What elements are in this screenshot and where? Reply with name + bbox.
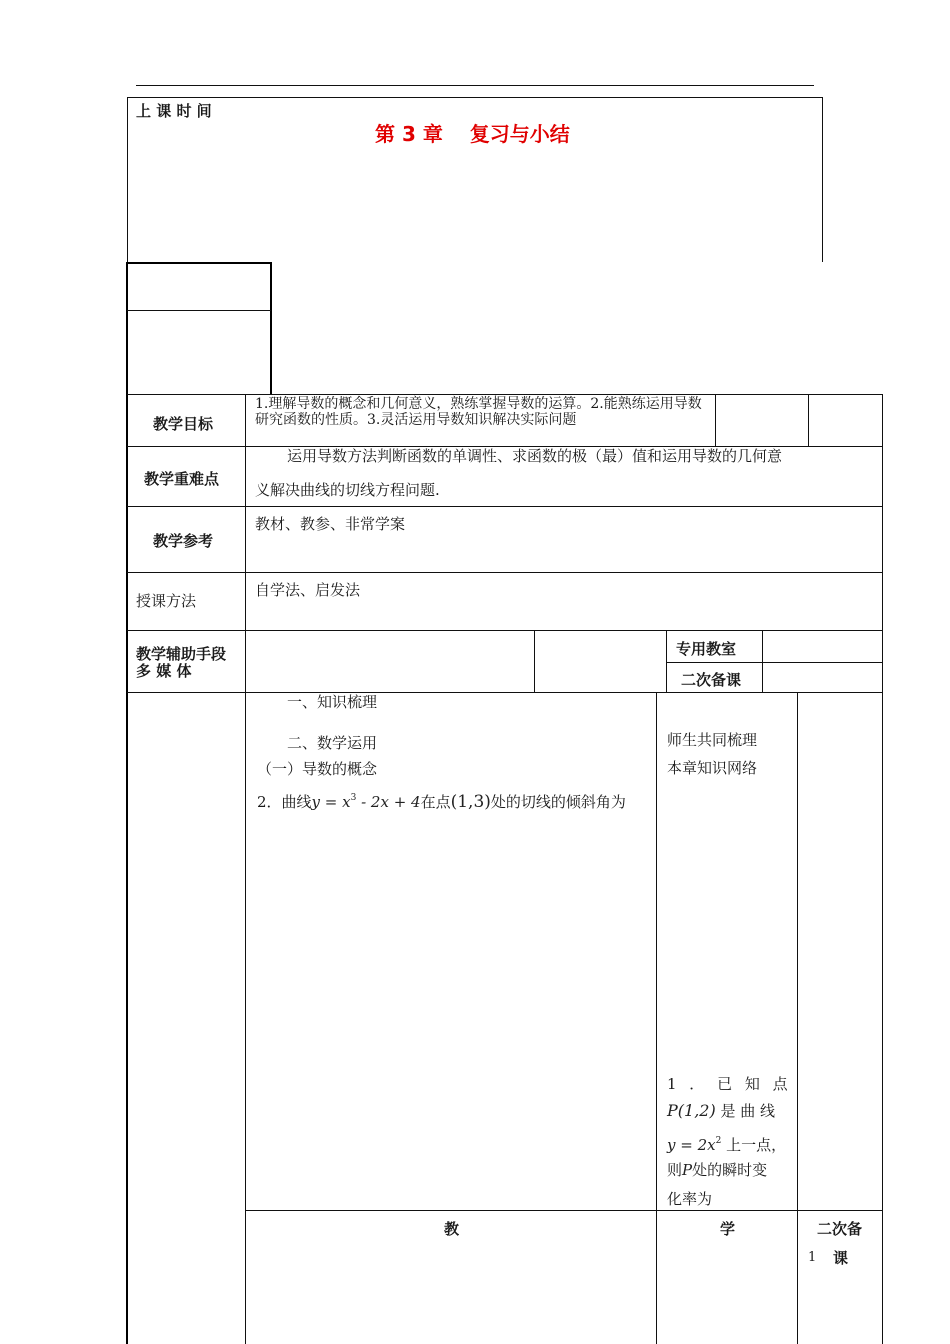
special-room-label: 专用教室 (676, 640, 737, 658)
key-points-label: 教学重难点 (144, 470, 220, 488)
key-points-line1: 运用导数方法判断函数的单调性、求函数的极（最）值和运用导数的几何意 (287, 447, 783, 465)
side-q1-line1: 1 ． 已 知 点 (667, 1075, 792, 1093)
footer-col-learn: 学 (720, 1220, 736, 1238)
footer-col-b (797, 1210, 798, 1344)
reference-bottom (127, 572, 883, 573)
side-q1-line5: 化率为 (667, 1190, 713, 1208)
method-bottom (127, 630, 883, 631)
side-q1-line4 (667, 1160, 767, 1180)
method-content: 自学法、启发法 (255, 581, 361, 599)
key-points-line2: 义解决曲线的切线方程问题. (255, 481, 440, 499)
method-label: 授课方法 (136, 592, 197, 610)
aids-col-a (534, 630, 535, 692)
aids-label-line1: 教学辅助手段 (136, 645, 227, 663)
header-box-top (127, 97, 823, 98)
table-right (882, 394, 883, 1344)
body-col-a (656, 692, 657, 1210)
class-time-label: 上 课 时 间 (136, 102, 212, 120)
footer-col-prep-line2: 课 (833, 1249, 849, 1267)
q2-point: (1,3) (450, 792, 491, 812)
side-note-line1: 师生共同梳理 (667, 731, 758, 749)
side-q1-line2-suffix: 是 曲 线 (720, 1102, 776, 1120)
label-divider (245, 394, 246, 1344)
side-q1-formula: y = 2x (667, 1136, 716, 1154)
stub-mid (127, 310, 271, 311)
question-2 (257, 788, 626, 812)
side-q1-line4-suffix: 处的瞬时变 (692, 1161, 768, 1179)
side-q1-line2 (667, 1101, 775, 1121)
side-q1-point: P(1,2) (667, 1101, 716, 1120)
q2-rest: - 2x + 4 (356, 793, 421, 811)
q2-suffix: 处的切线的倾斜角为 (490, 793, 626, 811)
q2-prefix: 2．曲线 (257, 793, 312, 811)
subsection-concept: （一）导数的概念 (257, 760, 378, 778)
q2-formula: y = x (311, 793, 351, 811)
body-col-b (797, 692, 798, 1210)
side-q1-P: P (682, 1161, 693, 1179)
reference-content: 教材、教参、非常学案 (255, 515, 406, 533)
page-title: 第 3 章 复习与小结 (375, 122, 570, 146)
second-prep-label: 二次备课 (681, 671, 742, 689)
footer-col-a (656, 1210, 657, 1344)
header-box-right (822, 97, 823, 262)
section-application: 二、数学运用 (287, 734, 378, 752)
stub-left (126, 262, 128, 1344)
footer-col-teach: 教 (444, 1220, 460, 1238)
side-q1-line3 (667, 1131, 786, 1155)
side-q1-exp: 2 (715, 1136, 722, 1146)
top-rule (136, 85, 814, 86)
table-top (127, 394, 883, 395)
reference-label: 教学参考 (153, 532, 214, 550)
footer-col-prep: 二次备 (817, 1220, 863, 1238)
aids-mid (666, 662, 883, 663)
q2-mid: 在点 (420, 793, 451, 811)
side-note-line2: 本章知识网络 (667, 759, 758, 777)
footer-col-prep-num: 1 (808, 1250, 817, 1265)
section-knowledge: 一、知识梳理 (287, 693, 378, 711)
goals-col-a (715, 394, 716, 446)
aids-label-line2: 多 媒 体 (136, 662, 192, 680)
key-points-bottom (127, 506, 883, 507)
aids-bottom (127, 692, 883, 693)
side-q1-line4-prefix: 则 (667, 1161, 683, 1179)
goals-label: 教学目标 (153, 415, 214, 433)
q2-exp: 3 (350, 793, 357, 803)
aids-col-c (762, 630, 763, 692)
footer-top (245, 1210, 883, 1211)
aids-col-b (666, 630, 667, 692)
goals-content: 1.理解导数的概念和几何意义，熟练掌握导数的运算。2.能熟练运用导数研究函数的性质。3.灵活运用导数知识解决实际问题 (255, 396, 702, 428)
goals-col-b (808, 394, 809, 446)
stub-top (126, 262, 272, 264)
side-q1-line3-suffix: 上一点， (726, 1136, 787, 1154)
header-box-left (127, 97, 128, 262)
stub-right (270, 262, 272, 394)
